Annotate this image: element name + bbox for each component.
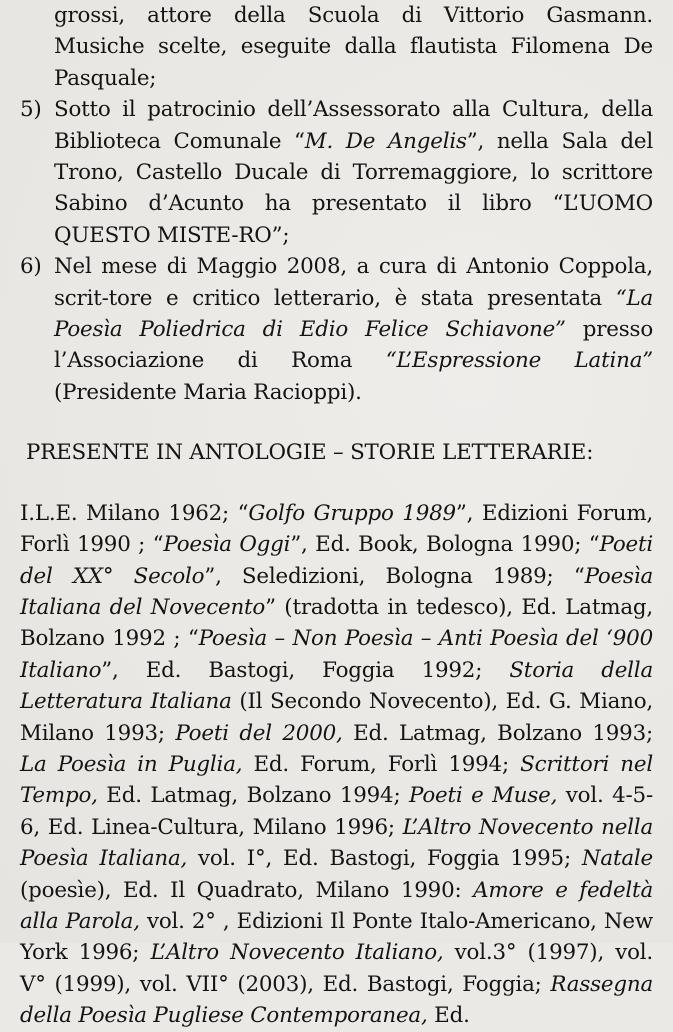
page-text (20, 0, 653, 1032)
section-heading: PRESENTE IN ANTOLOGIE – STORIE LETTERARIE: (26, 440, 594, 466)
item-text: Sotto il patrocinio dell’Assessorato alla Cultura, della Biblioteca Comunale “M. De Angelis”, nella Sala del Trono, Castello Ducale di Torremaggiore, lo scrittore Sabino d’Acunto ha presentato il libro “L’UOMO QUESTO MISTE-RO”; (54, 97, 653, 248)
item-number: 5) (20, 97, 42, 123)
list-item-5 (20, 94, 653, 251)
list-item-6 (20, 251, 653, 408)
anthologies-paragraph: I.L.E. Milano 1962; “Golfo Gruppo 1989”, Edizioni Forum, Forlì 1990 ; “Poesìa Oggi”, Ed. Book, Bologna 1990; “Poeti del XX° Secolo”, Seledizioni, Bologna 1989; “Poesìa Italiana del Novecento” (tradotta in tedesco), Ed. Latmag, Bolzano 1992 ; “Poesìa – Non Poesìa – Anti Poesìa del ‘900 Italiano”, Ed. Bastogi, Foggia 1992; Storia della Letteratura Italiana (Il Secondo Novecento), Ed. G. Miano, Milano 1993; Poeti del 2000, Ed. Latmag, Bolzano 1993; La Poesìa in Puglia, Ed. Forum, Forlì 1994; Scrittori nel Tempo, Ed. Latmag, Bolzano 1994; Poeti e Muse, vol. 4-5-6, Ed. Linea-Cultura, Milano 1996; L’Altro Novecento nella Poesìa Italiana, vol. I°, Ed. Bastogi, Foggia 1995; Natale (poesìe), Ed. Il Quadrato, Milano 1990: Amore e fedeltà alla Parola, vol. 2° , Edizioni Il Ponte Italo-Americano, New York 1996; L’Altro Novecento Italiano, vol.3° (1997), vol. V° (1999), vol. VII° (2003), Ed. Bastogi, Foggia; Rassegna della Poesìa Pugliese Contemporanea, Ed. (20, 500, 654, 1029)
item-number: 6) (20, 254, 42, 280)
continuation-paragraph: grossi, attore della Scuola di Vittorio Gasmann. Musiche scelte, eseguite dalla flautista Filomena De Pasquale; (54, 3, 653, 91)
item-text: Nel mese di Maggio 2008, a cura di Antonio Coppola, scrit-tore e critico letterario, è stata presentata “La Poesìa Poliedrica di Edio Felice Schiavone” presso l’Associazione di Roma “L’Espressione Latina” (Presidente Maria Racioppi). (54, 254, 653, 405)
